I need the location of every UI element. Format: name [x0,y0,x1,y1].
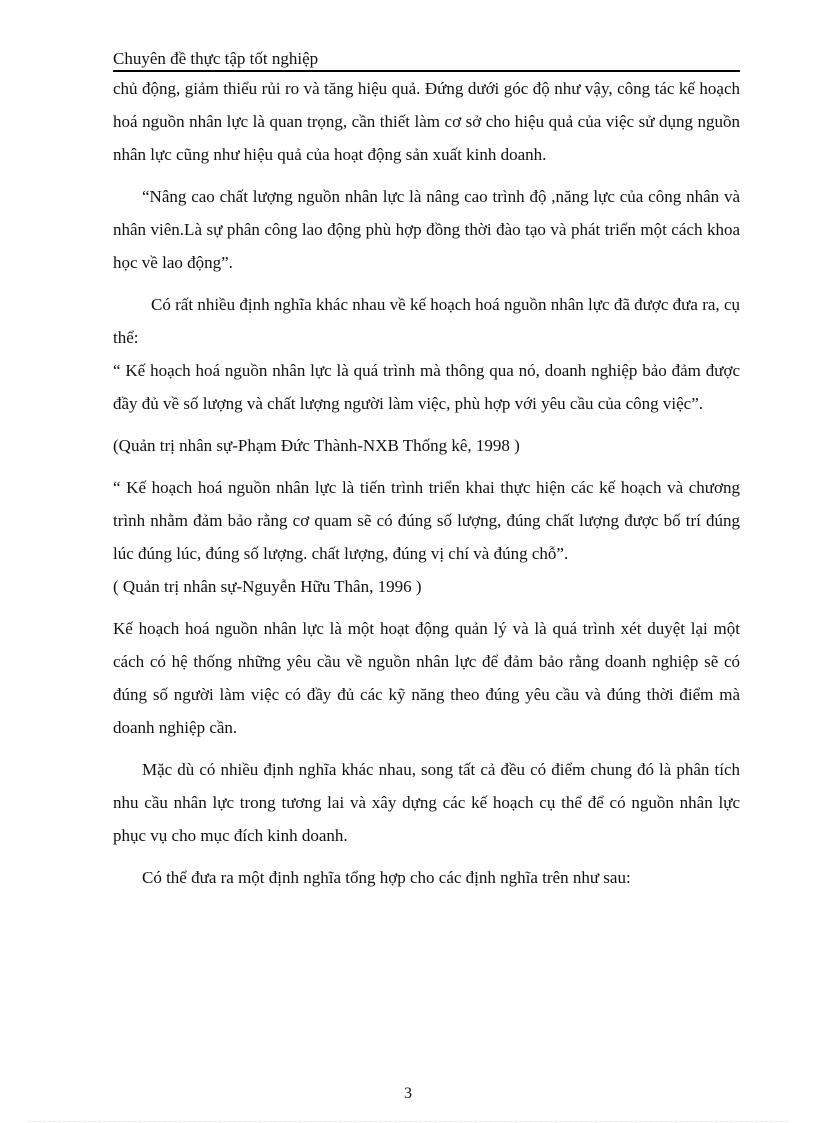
paragraph-summary-intro: Có thể đưa ra một định nghĩa tổng hợp cho các định nghĩa trên như sau: [142,868,631,887]
paragraph-quote-quality: “Nâng cao chất lượng nguồn nhân lực là nâng cao trình độ ,năng lực của công nhân và nhân viên.Là sự phân công lao động phù hợp đồng thời đào tạo và phát triển một cách khoa học về lao động”. [113,187,740,272]
paragraph-definition-3: Kế hoạch hoá nguồn nhân lực là một hoạt động quản lý và là quá trình xét duyệt lại một cách có hệ thống những yêu cầu về nguồn nhân lực để đảm bảo rằng doanh nghiệp sẽ có đúng số người làm việc có đầy đủ các kỹ năng theo đúng yêu cầu và đúng thời điểm mà doanh nghiệp cần. [113,619,740,737]
paragraph-definition-2: “ Kế hoạch hoá nguồn nhân lực là tiến trình triển khai thực hiện các kế hoạch và chương trình nhằm đảm bảo rằng cơ quam sẽ có đúng số lượng, đúng chất lượng được bố trí đúng lúc đúng lúc, đúng số lượng. chất lượng, đúng vị chí và đúng chỗ”. [113,478,740,563]
paragraph-definition-1: “ Kế hoạch hoá nguồn nhân lực là quá trình mà thông qua nó, doanh nghiệp bảo đảm được đầy đủ về số lượng và chất lượng người làm việc, phù hợp với yêu cầu của công việc”. [113,361,740,413]
page-header: Chuyên đề thực tập tốt nghiệp [113,48,740,72]
paragraph-intro-continued: chủ động, giảm thiểu rủi ro và tăng hiệu quả. Đứng dưới góc độ như vậy, công tác kế hoạch hoá nguồn nhân lực là quan trọng, cần thiết làm cơ sở cho hiệu quả của việc sử dụng nguồn nhân lực cũng như hiệu quả của hoạt động sản xuất kinh doanh. [113,79,740,164]
page-number: 3 [404,1085,412,1102]
paragraph-definitions-intro: Có rất nhiều định nghĩa khác nhau về kế hoạch hoá nguồn nhân lực đã được đưa ra, cụ thể: [113,295,740,347]
paragraph-common-point: Mặc dù có nhiều định nghĩa khác nhau, song tất cả đều có điểm chung đó là phân tích nhu cầu nhân lực trong tương lai và xây dựng các kế hoạch cụ thể để có nguồn nhân lực phục vụ cho mục đích kinh doanh. [113,760,740,845]
citation-1: (Quản trị nhân sự-Phạm Đức Thành-NXB Thống kê, 1998 ) [113,436,520,455]
citation-2: ( Quản trị nhân sự-Nguyễn Hữu Thân, 1996 ) [113,577,422,596]
document-body [113,72,740,894]
page-bottom-divider [28,1121,788,1122]
